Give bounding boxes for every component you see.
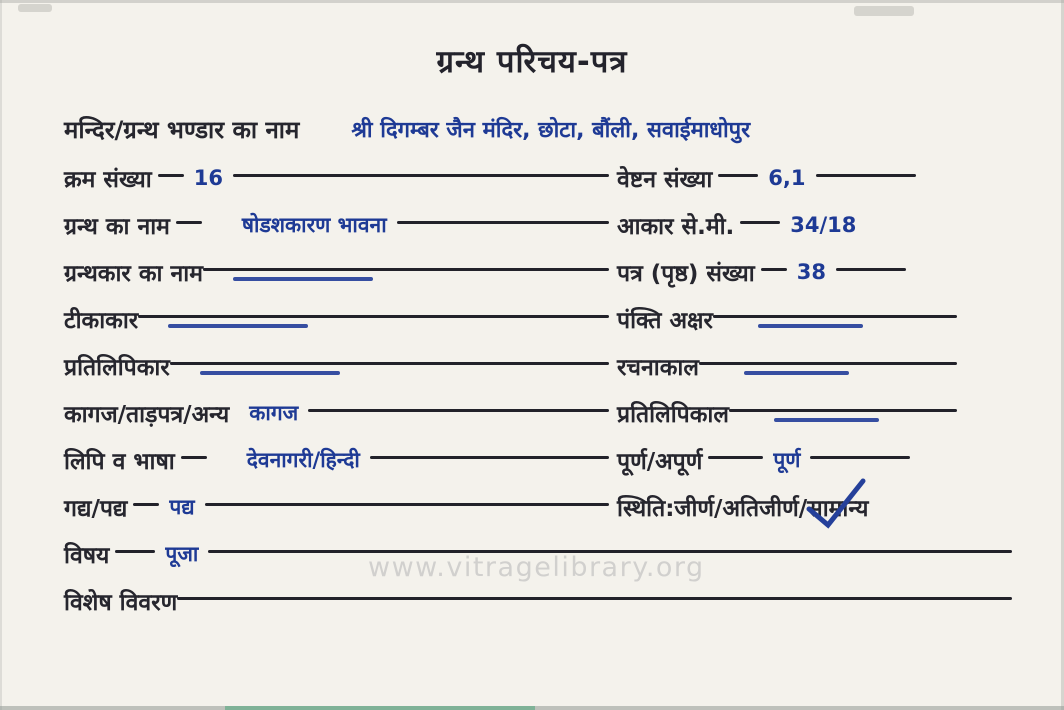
field-line: [115, 550, 155, 553]
field-line: [233, 174, 609, 177]
field-line: [205, 503, 609, 506]
form-row: [64, 201, 1012, 248]
field-line: [133, 503, 159, 506]
field-label: ग्रन्थ का नाम: [64, 213, 170, 240]
form-row: [64, 248, 1012, 295]
pen-dash-mark: [758, 324, 863, 328]
field-handwritten-value: कागज: [249, 400, 299, 425]
scan-edge-left: [0, 0, 2, 710]
pen-dash-mark: [774, 418, 879, 422]
field-handwritten-value: पूजा: [165, 541, 199, 566]
field-page-count: [609, 248, 1012, 295]
field-serial-number: [64, 154, 609, 201]
field-lines-letters: [609, 295, 1012, 342]
field-line: [718, 174, 758, 177]
field-line: [308, 409, 609, 412]
form-row: [64, 342, 1012, 389]
field-handwritten-value: षोडशकारण भावना: [241, 212, 387, 237]
form-row: [64, 483, 1012, 530]
condition-checked-option: [807, 491, 868, 523]
field-line: [170, 362, 609, 365]
form-row: [64, 154, 1012, 201]
field-book-name: [64, 201, 609, 248]
field-handwritten-value: 34/18: [790, 212, 857, 237]
field-line: [761, 268, 787, 271]
form-row: [64, 436, 1012, 483]
field-commentator: [64, 295, 609, 342]
pen-dash-mark: [744, 371, 849, 375]
field-label: गद्य/पद्य: [64, 495, 128, 522]
pen-dash-mark: [168, 324, 308, 328]
field-label: प्रतिलिपिकाल: [617, 401, 729, 428]
field-handwritten-value: पद्य: [169, 494, 195, 519]
field-composition-date: [609, 342, 1012, 389]
field-label: स्थिति:जीर्ण/अतिजीर्ण/: [617, 495, 808, 522]
scan-smudge: [854, 6, 914, 16]
field-bundle-number: [609, 154, 1012, 201]
field-line: [158, 174, 184, 177]
field-label: लिपि व भाषा: [64, 448, 175, 475]
field-line: [729, 409, 957, 412]
field-special-details: [64, 577, 1012, 624]
scan-edge-bottom-green: [225, 706, 535, 710]
scan-edge-top: [0, 0, 1064, 3]
field-label: विशेष विवरण: [64, 589, 178, 616]
field-script-language: [64, 436, 609, 483]
field-label: वेष्टन संख्या: [617, 166, 713, 193]
field-handwritten-value: देवनागरी/हिन्दी: [246, 447, 360, 472]
field-line: [810, 456, 910, 459]
field-material: [64, 389, 609, 436]
field-line: [138, 315, 609, 318]
field-handwritten-value: 38: [796, 259, 826, 284]
pen-dash-mark: [200, 371, 340, 375]
field-line: [836, 268, 906, 271]
field-condition: [609, 483, 1012, 530]
field-line: [713, 315, 957, 318]
field-line: [203, 268, 609, 271]
form-title: ग्रन्थ परिचय-पत्र: [436, 44, 628, 80]
form-row: [64, 295, 1012, 342]
field-line: [370, 456, 609, 459]
field-label: पंक्ति अक्षर: [617, 307, 713, 334]
field-line: [816, 174, 916, 177]
form-content: [64, 104, 1012, 624]
field-handwritten-value: 6,1: [768, 165, 806, 190]
field-label: पूर्ण/अपूर्ण: [617, 448, 703, 475]
field-line: [740, 221, 780, 224]
watermark-text: www.vitragelibrary.org: [368, 552, 705, 583]
field-prose-verse: [64, 483, 609, 530]
field-label: टीकाकार: [64, 307, 139, 334]
field-label: क्रम संख्या: [64, 166, 152, 193]
field-label: प्रतिलिपिकार: [64, 354, 170, 381]
field-line: [181, 456, 207, 459]
field-line: [699, 362, 957, 365]
form-row: [64, 577, 1012, 624]
form-row: [64, 389, 1012, 436]
field-line: [176, 221, 202, 224]
field-label: विषय: [64, 542, 110, 569]
field-label: पत्र (पृष्ठ) संख्या: [617, 260, 755, 287]
scan-smudge: [18, 4, 52, 12]
field-label: आकार से.मी.: [617, 213, 735, 240]
field-line: [397, 221, 609, 224]
field-label: ग्रन्थकार का नाम: [64, 260, 203, 287]
field-line: [708, 456, 763, 459]
field-label: सामान्य: [807, 495, 869, 522]
field-label: कागज/ताड़पत्र/अन्य: [64, 401, 230, 428]
field-copyist: [64, 342, 609, 389]
field-complete-incomplete: [609, 436, 1012, 483]
field-handwritten-value: पूर्ण: [773, 447, 801, 472]
field-author-name: [64, 248, 609, 295]
pen-dash-mark: [233, 277, 373, 281]
field-temple-name: [64, 104, 1012, 154]
field-handwritten-value: 16: [193, 165, 223, 190]
field-copy-date: [609, 389, 1012, 436]
field-label: मन्दिर/ग्रन्थ भण्डार का नाम: [64, 115, 300, 144]
field-line: [177, 597, 1012, 600]
field-size-cm: [609, 201, 1012, 248]
field-label: रचनाकाल: [617, 354, 699, 381]
field-handwritten-value: श्री दिगम्बर जैन मंदिर, छोटा, बौंली, सवाईमाधोपुर: [351, 118, 751, 143]
